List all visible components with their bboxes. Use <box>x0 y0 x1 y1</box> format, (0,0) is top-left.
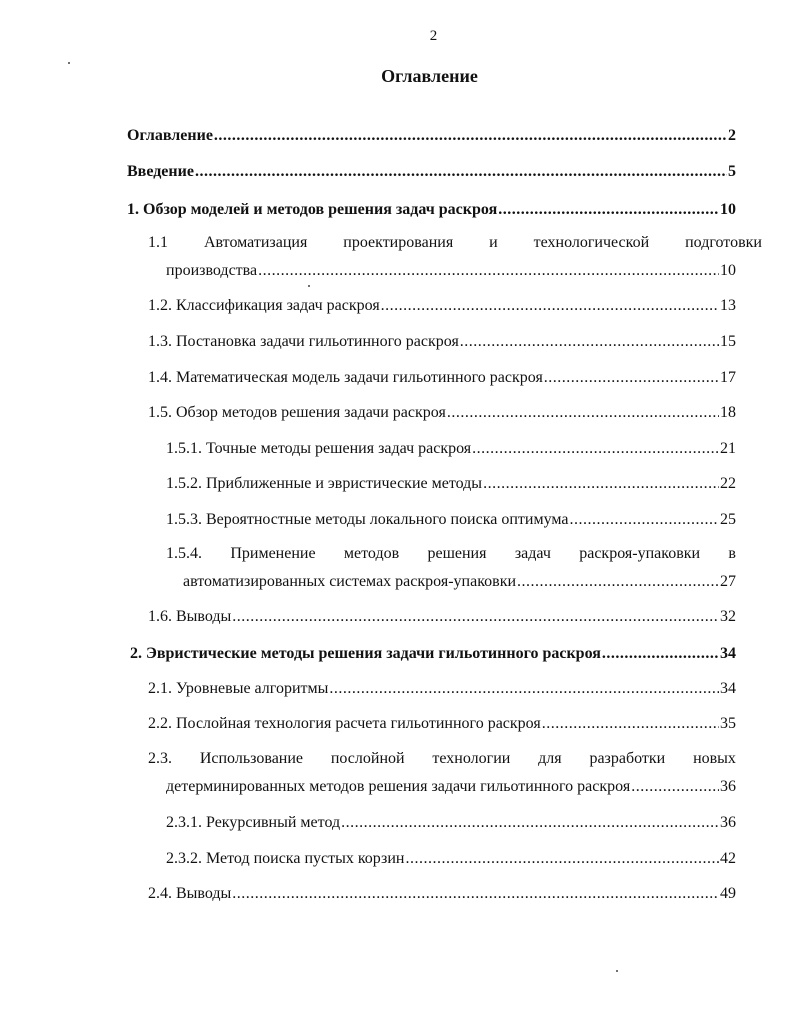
toc-page: 18 <box>720 404 736 421</box>
dot-leader <box>232 607 719 627</box>
toc-word: Применение <box>230 545 316 562</box>
toc-page: 49 <box>720 885 736 902</box>
toc-entry-1-1-line-2[interactable] <box>166 261 736 281</box>
toc-entry-vvedenie[interactable] <box>127 162 736 182</box>
toc-word: проектирования <box>343 234 454 251</box>
toc-entry-1-5[interactable] <box>148 403 736 423</box>
page-number: 2 <box>429 28 438 44</box>
dot-leader <box>570 510 720 530</box>
dot-leader <box>483 474 719 494</box>
toc-label: 1. Обзор моделей и методов решения задач раскроя <box>127 201 498 218</box>
toc-label: 1.5.2. Приближенные и эвристические методы <box>166 475 483 492</box>
toc-entry-1-1-line-1[interactable] <box>148 233 762 253</box>
dot-leader <box>631 777 719 797</box>
scan-speck <box>308 285 310 287</box>
toc-page: 10 <box>720 262 736 279</box>
toc-entry-1-3[interactable] <box>148 332 736 352</box>
toc-page: 25 <box>720 511 736 528</box>
toc-entry-oglavlenie[interactable] <box>127 126 736 146</box>
toc-label: 2. Эвристические методы решения задачи гильотинного раскроя <box>130 645 601 662</box>
dot-leader <box>381 296 719 316</box>
toc-entry-chapter-2[interactable] <box>130 644 736 664</box>
toc-entry-2-1[interactable] <box>148 679 736 699</box>
toc-page: 34 <box>720 680 736 697</box>
scan-speck <box>68 62 70 64</box>
toc-word: Использование <box>199 750 304 767</box>
toc-entry-1-2[interactable] <box>148 296 736 316</box>
toc-label: Оглавление <box>127 127 213 144</box>
dot-leader <box>602 644 719 664</box>
toc-label: 1.5.3. Вероятностные методы локального поиска оптимума <box>166 511 569 528</box>
toc-page: 10 <box>720 201 736 218</box>
toc-word: разработки <box>589 750 666 767</box>
dot-leader <box>498 200 719 220</box>
toc-word: методов <box>343 545 400 562</box>
toc-page: 2 <box>728 127 736 144</box>
toc-page: 35 <box>720 715 736 732</box>
toc-page: 5 <box>728 163 736 180</box>
toc-word: 1.1 <box>148 234 168 251</box>
toc-page: 36 <box>720 814 736 831</box>
toc-word: решения <box>427 545 487 562</box>
toc-page: 27 <box>720 573 736 590</box>
dot-leader <box>472 439 719 459</box>
toc-page: 36 <box>720 778 736 795</box>
toc-label: производства <box>166 262 258 279</box>
toc-word: для <box>538 750 562 767</box>
dot-leader <box>232 884 719 904</box>
toc-entry-1-5-1[interactable] <box>166 439 736 459</box>
toc-entry-1-4[interactable] <box>148 368 736 388</box>
toc-word: в <box>728 545 736 562</box>
toc-label: 1.6. Выводы <box>148 608 232 625</box>
toc-entry-2-3-1[interactable] <box>166 813 736 833</box>
dot-leader <box>329 679 719 699</box>
toc-label: 2.2. Послойная технология расчета гильотинного раскроя <box>148 715 541 732</box>
dot-leader <box>460 332 719 352</box>
toc-page: 13 <box>720 297 736 314</box>
toc-entry-1-5-3[interactable] <box>166 510 736 530</box>
dot-leader <box>405 849 719 869</box>
toc-page: 22 <box>720 475 736 492</box>
toc-entry-1-6[interactable] <box>148 607 736 627</box>
toc-label: 1.3. Постановка задачи гильотинного раскроя <box>148 333 459 350</box>
toc-word: послойной <box>330 750 405 767</box>
toc-entry-1-5-2[interactable] <box>166 474 736 494</box>
toc-entry-2-3-2[interactable] <box>166 849 736 869</box>
toc-page: 34 <box>720 645 736 662</box>
toc-word: 1.5.4. <box>166 545 202 562</box>
toc-label: 1.4. Математическая модель задачи гильотинного раскроя <box>148 369 543 386</box>
toc-label: детерминированных методов решения задачи гильотинного раскроя <box>166 778 631 795</box>
page-title: Оглавление <box>381 66 478 86</box>
toc-word: 2.3. <box>148 750 172 767</box>
toc-label: 2.3.2. Метод поиска пустых корзин <box>166 850 405 867</box>
toc-label: 2.3.1. Рекурсивный метод <box>166 814 341 831</box>
dot-leader <box>341 813 719 833</box>
toc-word: новых <box>693 750 736 767</box>
toc-page: 32 <box>720 608 736 625</box>
toc-page: 42 <box>720 850 736 867</box>
dot-leader <box>542 714 719 734</box>
toc-word: технологии <box>432 750 511 767</box>
toc-label: автоматизированных системах раскроя-упаковки <box>183 573 517 590</box>
dot-leader <box>517 572 719 592</box>
toc-entry-1-5-4-line-2[interactable] <box>183 572 736 592</box>
dot-leader <box>258 261 719 281</box>
dot-leader <box>195 162 727 182</box>
toc-word: задач <box>514 545 551 562</box>
toc-entry-2-3-line-1[interactable] <box>148 749 736 769</box>
dot-leader <box>447 403 719 423</box>
toc-label: 1.5. Обзор методов решения задачи раскроя <box>148 404 446 421</box>
toc-page: 15 <box>720 333 736 350</box>
toc-label: Введение <box>127 163 194 180</box>
toc-word: Автоматизация <box>203 234 308 251</box>
toc-word: технологической <box>533 234 650 251</box>
dot-leader <box>544 368 719 388</box>
toc-entry-2-4[interactable] <box>148 884 736 904</box>
toc-word: и <box>489 234 498 251</box>
toc-page: 17 <box>720 369 736 386</box>
dot-leader <box>214 126 727 146</box>
toc-label: 1.5.1. Точные методы решения задач раскроя <box>166 440 472 457</box>
toc-entry-chapter-1[interactable] <box>127 200 736 220</box>
toc-label: 1.2. Классификация задач раскроя <box>148 297 380 314</box>
toc-entry-2-3-line-2[interactable] <box>166 777 736 797</box>
toc-label: 2.4. Выводы <box>148 885 232 902</box>
toc-word: подготовки <box>685 234 762 251</box>
toc-entry-2-2[interactable] <box>148 714 736 734</box>
toc-word: раскроя-упаковки <box>579 545 701 562</box>
scan-speck <box>616 970 618 972</box>
toc-label: 2.1. Уровневые алгоритмы <box>148 680 329 697</box>
toc-page: 21 <box>720 440 736 457</box>
toc-entry-1-5-4-line-1[interactable] <box>166 544 736 564</box>
